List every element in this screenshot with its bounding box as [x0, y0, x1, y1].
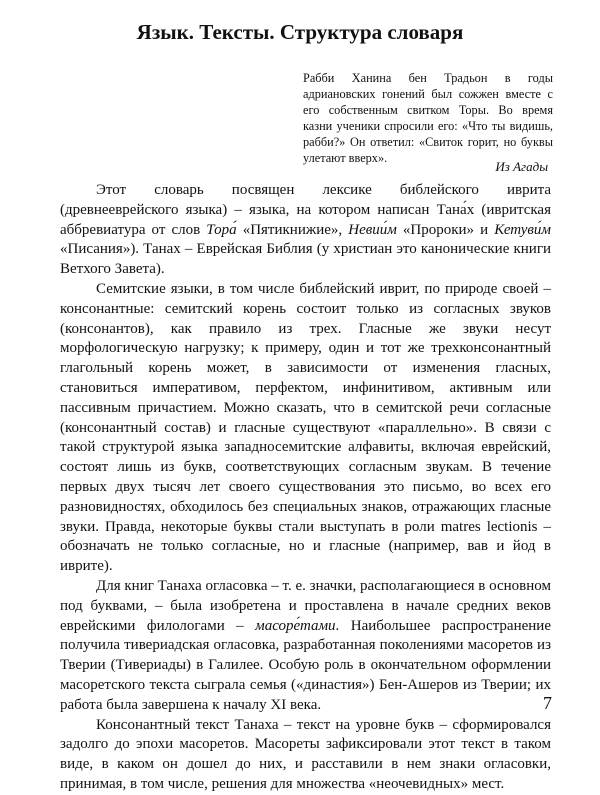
- paragraph-1-text-a: Этот словарь посвящен лексике библейского иврита (древнееврейского языка) – языка, на котором написан Тана́х (ивритская аббревиатура от слов: [60, 182, 551, 238]
- paragraph-3-text-a: Для книг Танаха огласовка – т. е. значки, располагающиеся в основном под буквами, – была изобретена и проставлена в начале средних веков еврейскими филологами –: [60, 577, 551, 634]
- paragraph-1: [60, 181, 551, 280]
- paragraph-1-text-b: «Пятикнижие»,: [236, 221, 349, 238]
- epigraph-quote: Рабби Ханина бен Традьон в годы адриановских гонений был сожжен вместе с его собственным свитком Торы. Во время казни ученики спросили его: «Что ты видишь, рабби?» Он ответил: «Свиток горит, но буквы улетают вверх».: [303, 71, 553, 165]
- term-neviim: Невии́м: [348, 221, 397, 238]
- paragraph-1-text-d: «Писания»). Танах – Еврейская Библия (у христиан это канонические книги Ветхого Завета).: [60, 241, 551, 278]
- paragraph-1-text-c: «Пророки» и: [396, 221, 495, 238]
- page-title: Язык. Тексты. Структура словаря: [136, 20, 464, 44]
- term-tora: Тора́: [206, 221, 237, 238]
- body-text: [60, 181, 551, 795]
- term-ketuvim: Кетуви́м: [494, 221, 551, 238]
- paragraph-3-text-b: . Наибольшее распространение получила тивериадская огласовка, разработанная поколениями масоретов из Тверии (Тивериады) в Галилее. Особую роль в окончательном оформлении масоретского текста сыграла семья («династия») Бен-Ашеров из Тверии; их работа была завершена к началу XI века.: [60, 617, 551, 713]
- page-number: 7: [543, 693, 552, 713]
- term-masoretes: масоре́тами: [255, 617, 336, 634]
- paragraph-2: Семитские языки, в том числе библейский иврит, по природе своей – консонантные: семитский корень состоит только из согласных звуков (консонантов), как правило из трех. Гласные же звуки несут морфологическую нагрузку; к примеру, один и тот же трехконсонантный глагольный корень может, в зависимости от изменения гласных, становиться императивом, перфектом, инфинитивом, активным или пассивным причастием. Можно сказать, что в семитской речи согласные (консонантный состав) и гласные существуют «параллельно». В связи с такой структурой языка западносемитские алфавиты, включая еврейский, состоят лишь из букв, соответствующих согласным звукам. В течение первых двух тысяч лет своего существования это письмо, во всех его разновидностях, обходилось без специальных знаков, отражающих гласные звуки. Правда, некоторые буквы стали выступать в роли matres lectionis – обозначать не только согласные, но и гласные (например, вав и йод в иврите).: [60, 280, 551, 575]
- paragraph-3: [60, 577, 551, 716]
- epigraph-source: Из Агады: [495, 159, 548, 174]
- paragraph-4: Консонантный текст Танаха – текст на уровне букв – сформировался задолго до эпохи масоретов. Масореты зафиксировали этот текст в таком виде, в каком он дошел до них, и расставили в нем знаки огласовки, принимая, в том числе, решения для множества «неочевидных» мест.: [60, 716, 551, 792]
